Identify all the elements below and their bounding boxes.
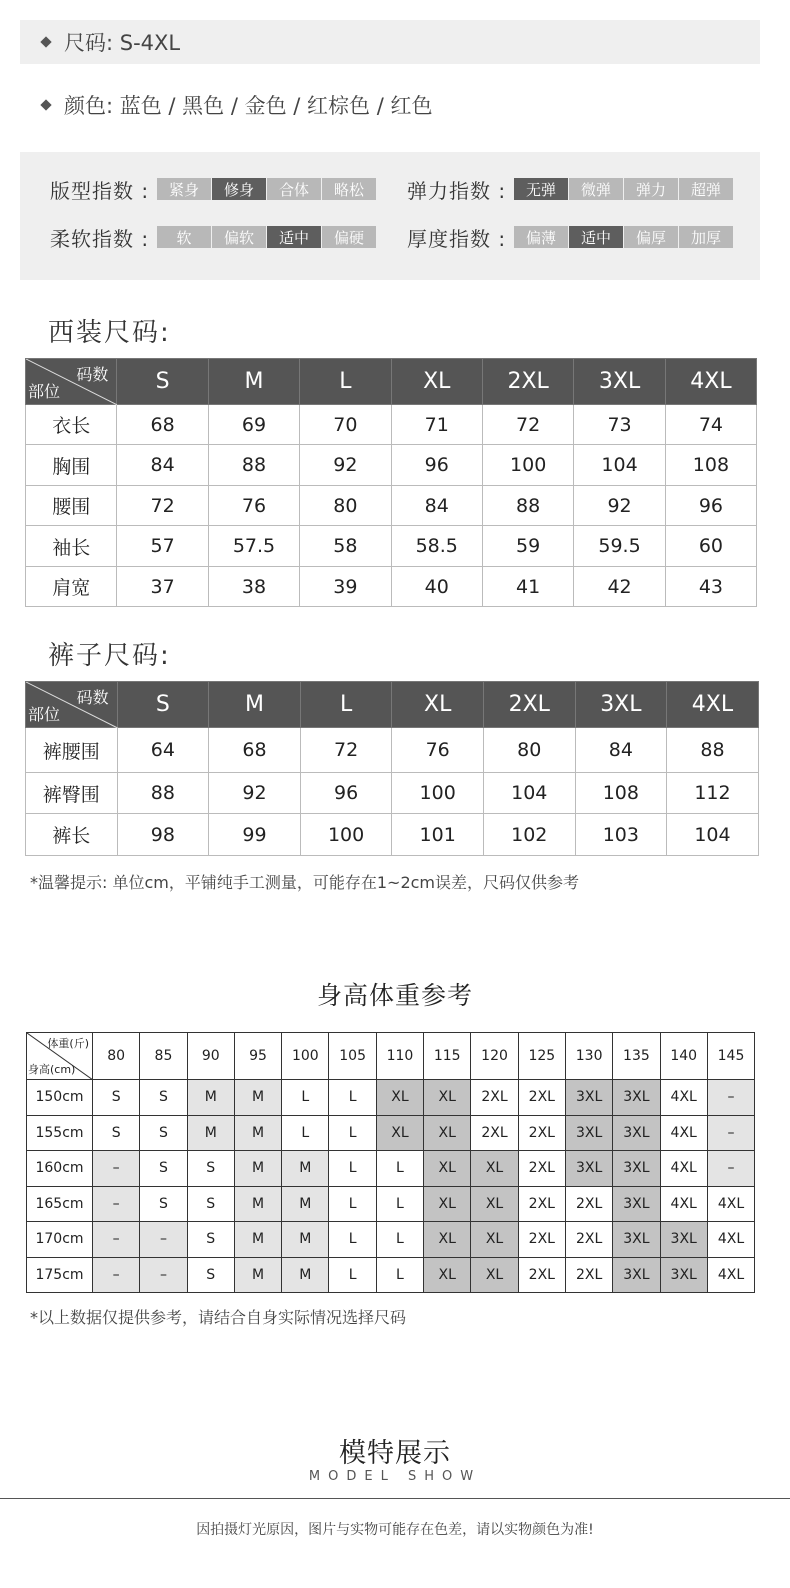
table-row bbox=[26, 773, 759, 814]
recommended-size-cell: 3XL bbox=[613, 1115, 660, 1151]
measurement-cell: 88 bbox=[208, 445, 299, 486]
size-header-cell: L bbox=[300, 359, 391, 405]
table-row bbox=[27, 1222, 755, 1258]
corner-bottom-label: 部位 bbox=[28, 705, 61, 724]
recommended-size-cell: 4XL bbox=[707, 1222, 754, 1258]
index-option-chip: 偏薄 bbox=[514, 226, 568, 248]
recommended-size-cell: S bbox=[187, 1186, 234, 1222]
index-option-chip: 偏硬 bbox=[322, 226, 376, 248]
weight-header-cell: 100 bbox=[282, 1033, 329, 1080]
recommended-size-cell: – bbox=[93, 1151, 140, 1187]
height-cell: 160cm bbox=[27, 1151, 93, 1187]
part-name-cell: 腰围 bbox=[26, 486, 117, 526]
recommended-size-cell: 2XL bbox=[471, 1115, 518, 1151]
table-row bbox=[27, 1186, 755, 1222]
table-row bbox=[26, 526, 757, 567]
measurement-cell: 84 bbox=[117, 445, 208, 486]
weight-header-cell: 85 bbox=[140, 1033, 187, 1080]
table-corner-cell bbox=[26, 682, 118, 728]
corner-top-label: 码数 bbox=[76, 688, 109, 707]
measurement-cell: 74 bbox=[665, 405, 756, 445]
color-options-row bbox=[20, 83, 760, 127]
recommended-size-cell: 2XL bbox=[518, 1115, 565, 1151]
measurement-cell: 59 bbox=[482, 526, 573, 567]
recommended-size-cell: L bbox=[329, 1257, 376, 1293]
size-header-cell: 3XL bbox=[575, 682, 667, 728]
index-option-chip: 加厚 bbox=[679, 226, 733, 248]
recommended-size-cell: – bbox=[93, 1222, 140, 1258]
height-cell: 165cm bbox=[27, 1186, 93, 1222]
recommended-size-cell: S bbox=[187, 1151, 234, 1187]
size-header-cell: 2XL bbox=[482, 359, 573, 405]
color-disclaimer: 因拍摄灯光原因，图片与实物可能存在色差，请以实物颜色为准! bbox=[196, 1522, 594, 1538]
measurement-cell: 57 bbox=[117, 526, 208, 567]
measurement-cell: 68 bbox=[117, 405, 208, 445]
weight-header-cell: 110 bbox=[376, 1033, 423, 1080]
measurement-cell: 96 bbox=[300, 773, 392, 814]
recommended-size-cell: XL bbox=[376, 1115, 423, 1151]
measurement-cell: 60 bbox=[665, 526, 756, 567]
recommended-size-cell: L bbox=[376, 1186, 423, 1222]
index-option-chip: 略松 bbox=[322, 178, 376, 200]
recommended-size-cell: S bbox=[140, 1186, 187, 1222]
table-row bbox=[27, 1257, 755, 1293]
recommended-size-cell: 4XL bbox=[707, 1186, 754, 1222]
weight-header-cell: 130 bbox=[565, 1033, 612, 1080]
recommended-size-cell: 2XL bbox=[518, 1222, 565, 1258]
weight-header-cell: 80 bbox=[93, 1033, 140, 1080]
recommended-size-cell: M bbox=[187, 1080, 234, 1116]
measurement-cell: 104 bbox=[667, 814, 759, 856]
recommended-size-cell: 4XL bbox=[707, 1257, 754, 1293]
recommended-size-cell: 3XL bbox=[613, 1186, 660, 1222]
fabric-index-panel bbox=[20, 152, 760, 280]
measurement-cell: 39 bbox=[300, 567, 391, 607]
weight-header-cell: 120 bbox=[471, 1033, 518, 1080]
recommended-size-cell: XL bbox=[471, 1151, 518, 1187]
recommended-size-cell: L bbox=[329, 1080, 376, 1116]
recommended-size-cell: L bbox=[376, 1257, 423, 1293]
measurement-cell: 40 bbox=[391, 567, 482, 607]
measurement-cell: 101 bbox=[392, 814, 484, 856]
model-show-title: 模特展示 bbox=[339, 1438, 451, 1469]
recommended-size-cell: 3XL bbox=[565, 1080, 612, 1116]
measurement-cell: 58.5 bbox=[391, 526, 482, 567]
recommended-size-cell: S bbox=[187, 1222, 234, 1258]
measurement-cell: 88 bbox=[667, 728, 759, 773]
measurement-cell: 88 bbox=[482, 486, 573, 526]
measurement-cell: 104 bbox=[574, 445, 665, 486]
measurement-cell: 96 bbox=[665, 486, 756, 526]
weight-header-cell: 135 bbox=[613, 1033, 660, 1080]
index-label: 厚度指数 : bbox=[407, 226, 507, 251]
recommended-size-cell: XL bbox=[471, 1257, 518, 1293]
corner-top-label: 码数 bbox=[76, 365, 109, 384]
recommended-size-cell: 4XL bbox=[660, 1151, 707, 1187]
reference-title: 身高体重参考 bbox=[316, 981, 473, 1010]
recommended-size-cell: 3XL bbox=[613, 1151, 660, 1187]
recommended-size-cell: M bbox=[282, 1222, 329, 1258]
recommended-size-cell: M bbox=[234, 1115, 281, 1151]
table-row bbox=[27, 1115, 755, 1151]
table-row bbox=[26, 567, 757, 607]
measurement-cell: 72 bbox=[117, 486, 208, 526]
measurement-cell: 64 bbox=[117, 728, 209, 773]
height-cell: 155cm bbox=[27, 1115, 93, 1151]
recommended-size-cell: S bbox=[140, 1080, 187, 1116]
size-header-cell: M bbox=[208, 359, 299, 405]
measurement-cell: 72 bbox=[482, 405, 573, 445]
measurement-cell: 72 bbox=[300, 728, 392, 773]
weight-header-cell: 140 bbox=[660, 1033, 707, 1080]
recommended-size-cell: 4XL bbox=[660, 1115, 707, 1151]
table-row bbox=[27, 1080, 755, 1116]
size-header-cell: XL bbox=[392, 682, 484, 728]
size-header-cell: XL bbox=[391, 359, 482, 405]
measurement-cell: 103 bbox=[575, 814, 667, 856]
recommended-size-cell: 2XL bbox=[471, 1080, 518, 1116]
measurement-cell: 58 bbox=[300, 526, 391, 567]
recommended-size-cell: 3XL bbox=[613, 1080, 660, 1116]
recommended-size-cell: L bbox=[282, 1080, 329, 1116]
size-header-cell: 2XL bbox=[483, 682, 575, 728]
index-option-chip: 微弹 bbox=[569, 178, 623, 200]
table-row bbox=[27, 1151, 755, 1187]
color-options-text: 颜色: 蓝色 / 黑色 / 金色 / 红棕色 / 红色 bbox=[64, 94, 433, 118]
index-option-chip: 偏厚 bbox=[624, 226, 678, 248]
recommended-size-cell: L bbox=[376, 1222, 423, 1258]
index-label: 弹力指数 : bbox=[407, 178, 507, 203]
recommended-size-cell: L bbox=[376, 1151, 423, 1187]
table-row bbox=[26, 728, 759, 773]
measurement-cell: 43 bbox=[665, 567, 756, 607]
part-name-cell: 裤腰围 bbox=[26, 728, 118, 773]
table-header-row bbox=[26, 682, 759, 728]
measurement-cell: 68 bbox=[209, 728, 301, 773]
recommended-size-cell: M bbox=[282, 1186, 329, 1222]
measurement-cell: 92 bbox=[574, 486, 665, 526]
size-header-cell: M bbox=[209, 682, 301, 728]
size-range-text: 尺码: S-4XL bbox=[64, 31, 181, 55]
recommended-size-cell: XL bbox=[424, 1151, 471, 1187]
table-row bbox=[26, 405, 757, 445]
table-corner-cell bbox=[27, 1033, 93, 1080]
index-option-chip: 适中 bbox=[267, 226, 321, 248]
recommended-size-cell: M bbox=[282, 1257, 329, 1293]
recommended-size-cell: M bbox=[282, 1151, 329, 1187]
part-name-cell: 袖长 bbox=[26, 526, 117, 567]
recommended-size-cell: S bbox=[187, 1257, 234, 1293]
measurement-cell: 42 bbox=[574, 567, 665, 607]
size-header-cell: 4XL bbox=[665, 359, 756, 405]
model-show-subtitle: MODEL SHOW bbox=[308, 1469, 482, 1484]
measurement-cell: 37 bbox=[117, 567, 208, 607]
size-header-cell: S bbox=[117, 359, 208, 405]
recommended-size-cell: L bbox=[329, 1151, 376, 1187]
measurement-cell: 98 bbox=[117, 814, 209, 856]
measurement-cell: 71 bbox=[391, 405, 482, 445]
recommended-size-cell: S bbox=[140, 1115, 187, 1151]
height-cell: 150cm bbox=[27, 1080, 93, 1116]
suit-size-title: 西装尺码: bbox=[48, 318, 171, 348]
reference-note: *以上数据仅提供参考，请结合自身实际情况选择尺码 bbox=[30, 1308, 407, 1327]
index-option-chip: 软 bbox=[157, 226, 211, 248]
corner-bottom-label: 身高(cm) bbox=[28, 1063, 76, 1076]
recommended-size-cell: – bbox=[707, 1080, 754, 1116]
measurement-cell: 100 bbox=[482, 445, 573, 486]
recommended-size-cell: 2XL bbox=[518, 1151, 565, 1187]
measurement-cell: 41 bbox=[482, 567, 573, 607]
weight-header-cell: 125 bbox=[518, 1033, 565, 1080]
measurement-cell: 73 bbox=[574, 405, 665, 445]
part-name-cell: 肩宽 bbox=[26, 567, 117, 607]
weight-header-cell: 95 bbox=[234, 1033, 281, 1080]
recommended-size-cell: 2XL bbox=[565, 1222, 612, 1258]
measurement-cell: 76 bbox=[208, 486, 299, 526]
recommended-size-cell: L bbox=[329, 1115, 376, 1151]
measurement-cell: 70 bbox=[300, 405, 391, 445]
measurement-cell: 112 bbox=[667, 773, 759, 814]
recommended-size-cell: L bbox=[329, 1222, 376, 1258]
suit-size-table bbox=[25, 358, 757, 607]
measurement-cell: 92 bbox=[300, 445, 391, 486]
size-header-cell: S bbox=[117, 682, 209, 728]
index-label: 版型指数 : bbox=[50, 178, 150, 203]
recommended-size-cell: 4XL bbox=[660, 1080, 707, 1116]
measurement-cell: 59.5 bbox=[574, 526, 665, 567]
recommended-size-cell: XL bbox=[471, 1222, 518, 1258]
recommended-size-cell: M bbox=[234, 1257, 281, 1293]
recommended-size-cell: M bbox=[234, 1186, 281, 1222]
part-name-cell: 裤长 bbox=[26, 814, 118, 856]
index-option-chip: 修身 bbox=[212, 178, 266, 200]
thickness-index bbox=[407, 225, 734, 249]
size-header-cell: L bbox=[300, 682, 392, 728]
recommended-size-cell: M bbox=[234, 1151, 281, 1187]
measurement-cell: 92 bbox=[209, 773, 301, 814]
measurement-cell: 96 bbox=[391, 445, 482, 486]
recommended-size-cell: S bbox=[93, 1115, 140, 1151]
height-weight-table bbox=[26, 1032, 755, 1293]
part-name-cell: 衣长 bbox=[26, 405, 117, 445]
index-option-chip: 超弹 bbox=[679, 178, 733, 200]
measurement-cell: 102 bbox=[483, 814, 575, 856]
corner-top-label: 体重(斤) bbox=[47, 1037, 89, 1050]
diamond-bullet-icon bbox=[40, 99, 51, 110]
recommended-size-cell: 3XL bbox=[565, 1115, 612, 1151]
size-range-row bbox=[20, 20, 760, 64]
measurement-cell: 69 bbox=[208, 405, 299, 445]
measurement-cell: 84 bbox=[391, 486, 482, 526]
height-cell: 170cm bbox=[27, 1222, 93, 1258]
recommended-size-cell: S bbox=[140, 1151, 187, 1187]
recommended-size-cell: L bbox=[282, 1115, 329, 1151]
recommended-size-cell: – bbox=[140, 1222, 187, 1258]
measurement-cell: 57.5 bbox=[208, 526, 299, 567]
measurement-cell: 100 bbox=[392, 773, 484, 814]
measurement-cell: 108 bbox=[665, 445, 756, 486]
recommended-size-cell: M bbox=[234, 1080, 281, 1116]
measurement-cell: 76 bbox=[392, 728, 484, 773]
table-header-row bbox=[26, 359, 757, 405]
table-row bbox=[26, 486, 757, 526]
pants-size-table bbox=[25, 681, 759, 856]
recommended-size-cell: XL bbox=[376, 1080, 423, 1116]
recommended-size-cell: – bbox=[707, 1151, 754, 1187]
recommended-size-cell: 3XL bbox=[660, 1257, 707, 1293]
table-header-row bbox=[27, 1033, 755, 1080]
size-header-cell: 3XL bbox=[574, 359, 665, 405]
weight-header-cell: 115 bbox=[424, 1033, 471, 1080]
recommended-size-cell: XL bbox=[424, 1222, 471, 1258]
recommended-size-cell: XL bbox=[424, 1257, 471, 1293]
weight-header-cell: 145 bbox=[707, 1033, 754, 1080]
diamond-bullet-icon bbox=[40, 36, 51, 47]
recommended-size-cell: 2XL bbox=[518, 1257, 565, 1293]
recommended-size-cell: – bbox=[140, 1257, 187, 1293]
measurement-cell: 99 bbox=[209, 814, 301, 856]
recommended-size-cell: 3XL bbox=[613, 1257, 660, 1293]
corner-bottom-label: 部位 bbox=[28, 382, 61, 401]
measurement-cell: 84 bbox=[575, 728, 667, 773]
index-option-chip: 合体 bbox=[267, 178, 321, 200]
recommended-size-cell: XL bbox=[424, 1080, 471, 1116]
size-header-cell: 4XL bbox=[667, 682, 759, 728]
recommended-size-cell: XL bbox=[424, 1186, 471, 1222]
height-cell: 175cm bbox=[27, 1257, 93, 1293]
weight-header-cell: 90 bbox=[187, 1033, 234, 1080]
index-option-chip: 弹力 bbox=[624, 178, 678, 200]
recommended-size-cell: 4XL bbox=[660, 1186, 707, 1222]
pants-size-title: 裤子尺码: bbox=[48, 641, 171, 671]
softness-index bbox=[50, 225, 377, 249]
measurement-cell: 88 bbox=[117, 773, 209, 814]
measurement-cell: 80 bbox=[300, 486, 391, 526]
recommended-size-cell: 2XL bbox=[565, 1186, 612, 1222]
index-option-chip: 适中 bbox=[569, 226, 623, 248]
recommended-size-cell: S bbox=[93, 1080, 140, 1116]
recommended-size-cell: XL bbox=[471, 1186, 518, 1222]
recommended-size-cell: 2XL bbox=[565, 1257, 612, 1293]
recommended-size-cell: L bbox=[329, 1186, 376, 1222]
recommended-size-cell: 2XL bbox=[518, 1186, 565, 1222]
recommended-size-cell: 2XL bbox=[518, 1080, 565, 1116]
recommended-size-cell: – bbox=[707, 1115, 754, 1151]
index-option-chip: 偏软 bbox=[212, 226, 266, 248]
weight-header-cell: 105 bbox=[329, 1033, 376, 1080]
index-label: 柔软指数 : bbox=[50, 226, 150, 251]
stretch-index bbox=[407, 177, 734, 201]
recommended-size-cell: 3XL bbox=[660, 1222, 707, 1258]
measure-note: *温馨提示: 单位cm，平铺纯手工测量，可能存在1~2cm误差，尺码仅供参考 bbox=[30, 873, 580, 892]
measurement-cell: 108 bbox=[575, 773, 667, 814]
recommended-size-cell: – bbox=[93, 1257, 140, 1293]
table-corner-cell bbox=[26, 359, 117, 405]
fit-index bbox=[50, 177, 377, 201]
recommended-size-cell: XL bbox=[424, 1115, 471, 1151]
recommended-size-cell: M bbox=[187, 1115, 234, 1151]
recommended-size-cell: 3XL bbox=[613, 1222, 660, 1258]
measurement-cell: 38 bbox=[208, 567, 299, 607]
recommended-size-cell: M bbox=[234, 1222, 281, 1258]
divider-line bbox=[0, 1498, 790, 1499]
measurement-cell: 100 bbox=[300, 814, 392, 856]
table-row bbox=[26, 445, 757, 486]
measurement-cell: 80 bbox=[483, 728, 575, 773]
index-option-chip: 无弹 bbox=[514, 178, 568, 200]
part-name-cell: 裤臀围 bbox=[26, 773, 118, 814]
part-name-cell: 胸围 bbox=[26, 445, 117, 486]
recommended-size-cell: 3XL bbox=[565, 1151, 612, 1187]
table-row bbox=[26, 814, 759, 856]
measurement-cell: 104 bbox=[483, 773, 575, 814]
recommended-size-cell: – bbox=[93, 1186, 140, 1222]
index-option-chip: 紧身 bbox=[157, 178, 211, 200]
